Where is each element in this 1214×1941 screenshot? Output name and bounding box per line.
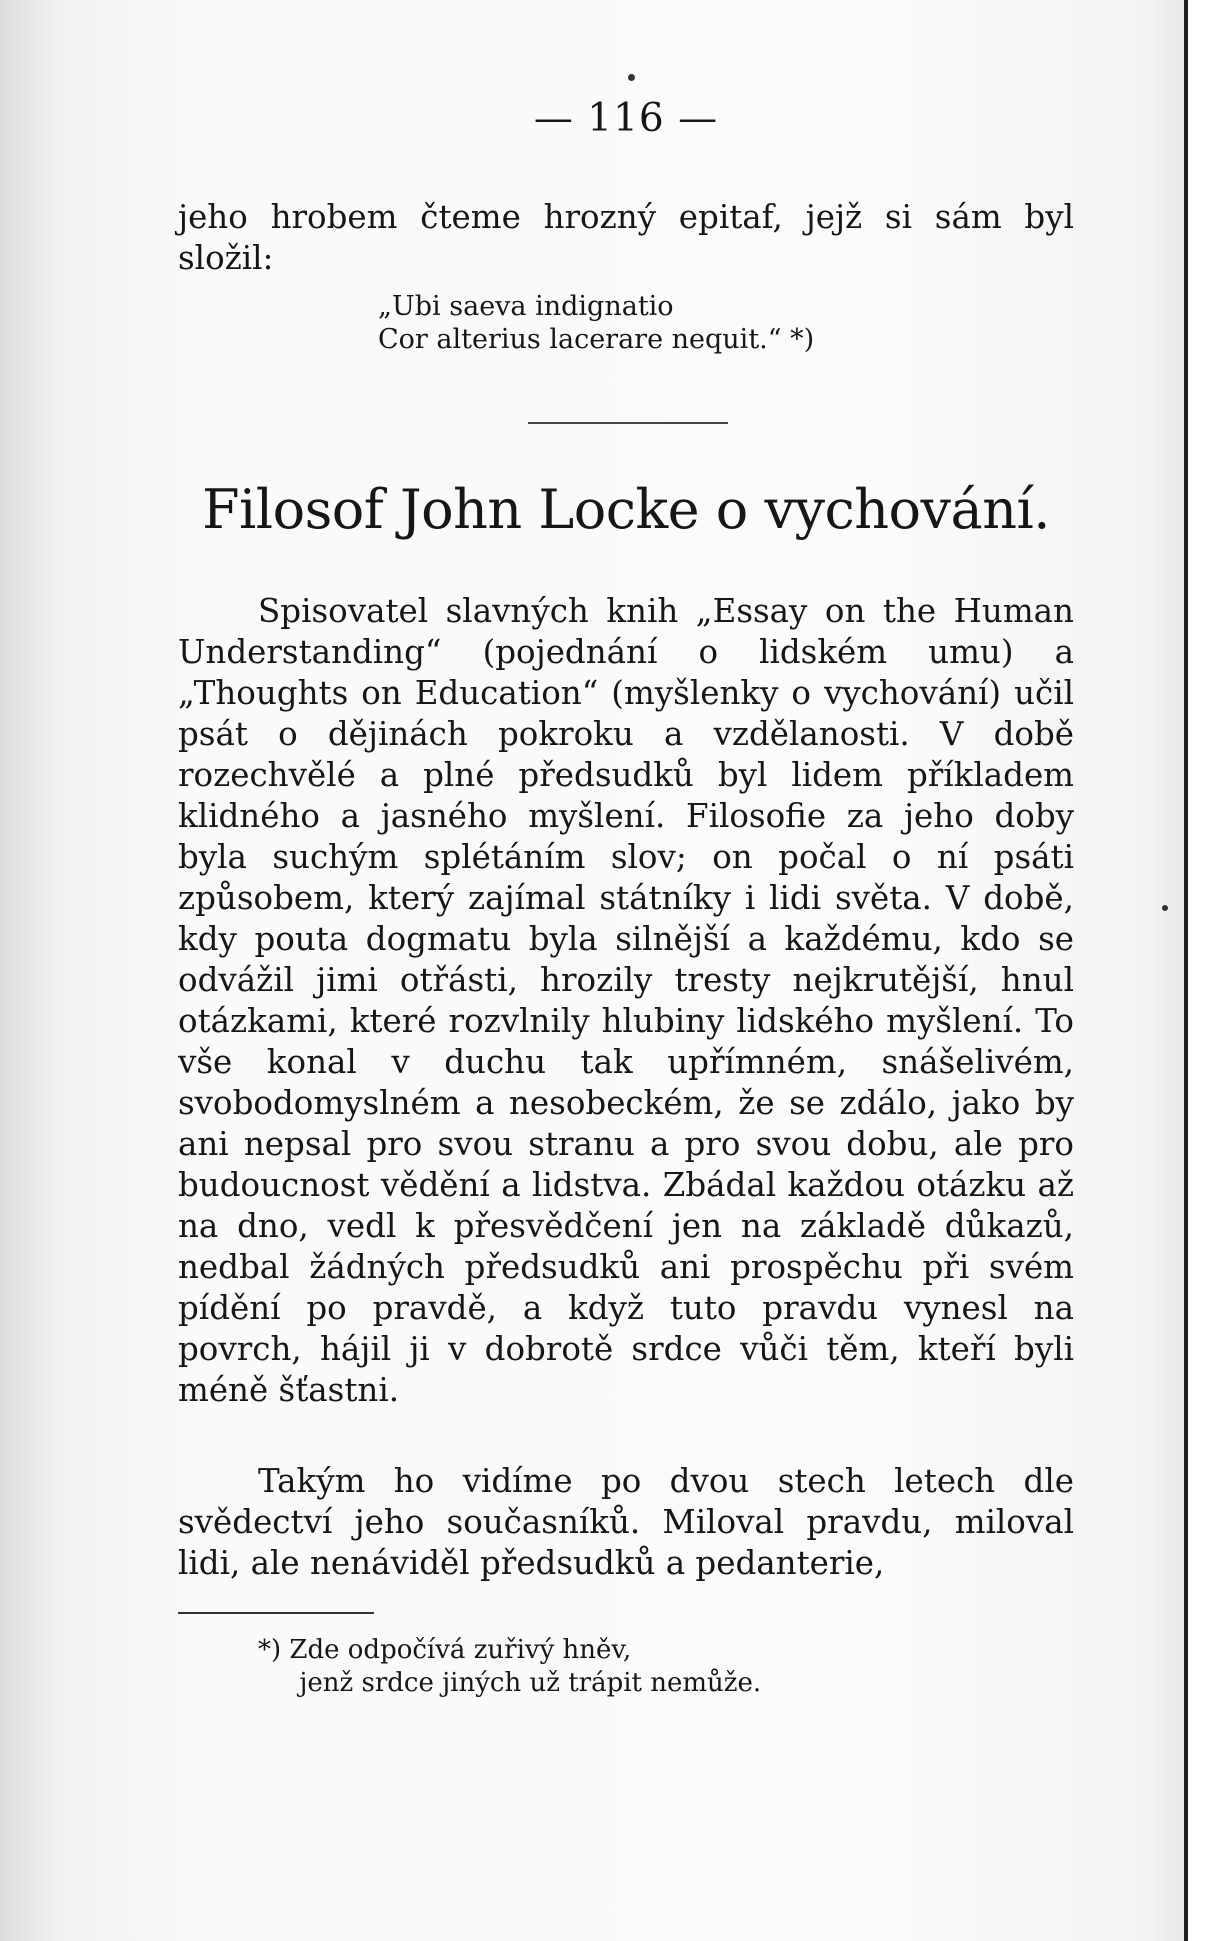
body-paragraph-1: Spisovatel slavných knih „Essay on the Human Understanding“ (pojednání o lidském umu) a „Thoughts on Education“ (myšlenky o vychování) učil psát o dějinách pokroku a vzdělanosti. V době rozechvělé a plné předsudků byl lidem příkladem klidného a jasného myšlení. Filosofie za jeho doby byla suchým splétáním slov; on počal o ní psáti způsobem, který zajímal státníky i lidi světa. V době, kdy pouta dogmatu byla silnější a každému, kdo se odvážil jimi otřásti, hrozily tresty nejkrutější, hnul otázkami, které rozvlnily hlubiny lidského myšlení. To vše konal v duchu tak upřímném, snášelivém, svobodomyslném a nesobeckém, že se zdálo, jako by ani nepsal pro svou stranu a pro svou dobu, ale pro budoucnost vědění a lidstva. Zbádal každou otázku až na dno, vedl k přesvědčení jen na základě důkazů, nedbal žádných předsudků ani prospěchu při svém pídění po pravdě, a když tuto pravdu vynesl na povrch, hájil ji v dobrotě srdce vůči těm, kteří byli méně šťastni. — [178, 592, 1074, 1409]
opening-paragraph: jeho hrobem čteme hrozný epitaf, jejž si sám byl složil: — [178, 198, 1074, 277]
page-number: — 116 — — [533, 96, 719, 141]
section-divider — [528, 422, 728, 424]
latin-epitaph — [378, 290, 814, 356]
footnote — [258, 1634, 761, 1700]
footnote-line-2: jenž srdce jiných už trápit nemůže. — [299, 1668, 762, 1698]
scan-speck — [1162, 905, 1168, 911]
epitaph-line-2: Cor alterius lacerare nequit.“ *) — [378, 324, 815, 355]
section-title: Filosof John Locke o vychování. — [202, 478, 1050, 541]
page-edge-line — [1184, 0, 1188, 1941]
epitaph-line-1: „Ubi saeva indignatio — [378, 291, 674, 322]
footnote-rule — [178, 1612, 374, 1614]
body-paragraph-2: Takým ho vidíme po dvou stech letech dle svědectví jeho současníků. Miloval pravdu, miloval lidi, ale nenáviděl předsudků a pedanterie, — [178, 1462, 1074, 1582]
footnote-line-1: *) Zde odpočívá zuřivý hněv, — [258, 1635, 632, 1665]
scan-speck — [628, 74, 635, 81]
scan-margin — [1186, 0, 1214, 1941]
